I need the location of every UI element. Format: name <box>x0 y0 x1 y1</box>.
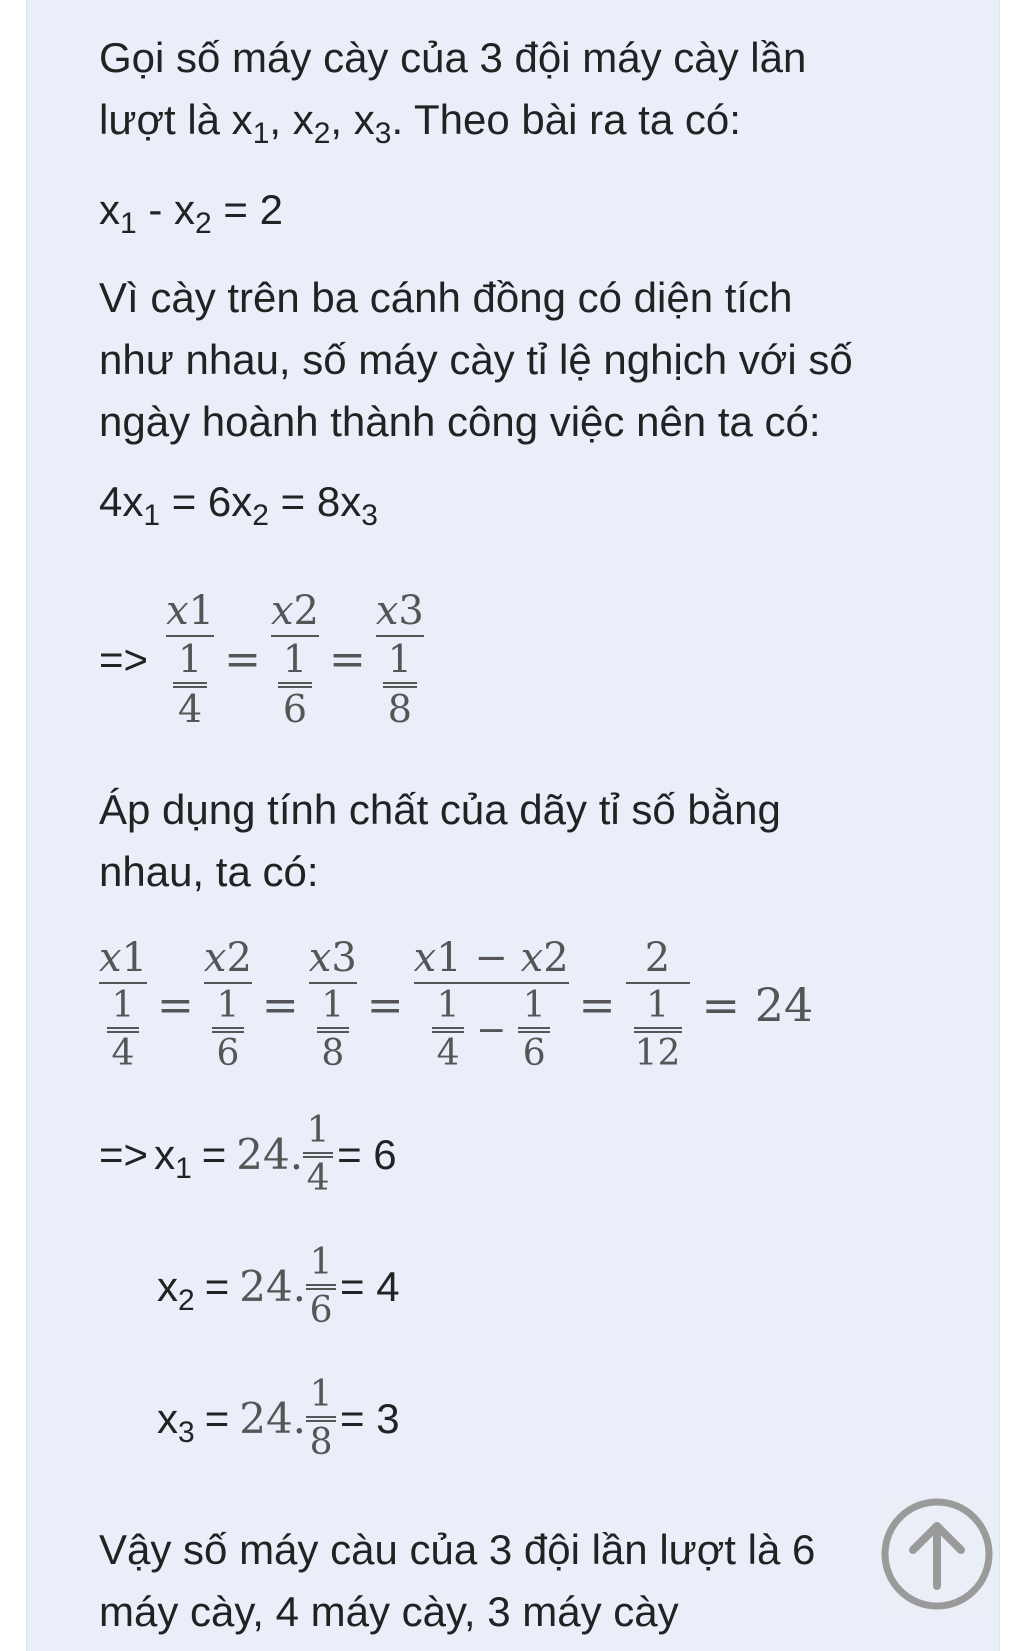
equation-proportion: $4x_1 = 6x_2 = 8x_3$ <box>99 478 378 532</box>
chain-fraction-x3: $\frac{x3}{\frac{1}{8}}$ <box>308 935 357 1074</box>
conclusion-line-1: Vậy số máy càu của 3 đội lần lượt là 6 <box>99 1526 816 1573</box>
scroll-to-top-button[interactable] <box>877 1494 997 1614</box>
chain-fraction-value: $\frac{2}{\frac{1}{12}}$ <box>626 937 690 1073</box>
intro-line-1: Gọi số máy cày của 3 đội máy cày lần <box>99 34 807 81</box>
solution-x3: $x_3$ = 24. $\frac{1}{8}$ = 3 <box>157 1374 400 1463</box>
fraction-x1: $\frac{x1}{\frac{1}{4}}$ <box>166 588 215 731</box>
implies-arrow: => <box>99 636 149 683</box>
para2-line-1: Vì cày trên ba cánh đồng có diện tích <box>99 274 793 321</box>
para2-line-3: ngày hoành thành công việc nên ta có: <box>99 398 821 445</box>
chain-fraction-x2: $\frac{x2}{\frac{1}{6}}$ <box>203 935 252 1074</box>
equation-difference: $x_1 - x_2 = 2$ <box>99 186 283 240</box>
chain-fraction-difference: x1 − x2 $\frac{1}{4}$ − $\frac{1}{6}$ <box>413 935 569 1074</box>
intro-line-2: lượt là $x_1$, $x_2$, $x_3$. Theo bài ra ta có: <box>99 96 741 150</box>
solution-x2: $x_2$ = 24. $\frac{1}{6}$ = 4 <box>157 1242 400 1331</box>
arrow-up-circle-icon <box>877 1494 997 1614</box>
para2-line-2: như nhau, số máy cày tỉ lệ nghịch với số <box>99 336 853 383</box>
para3-line-2: nhau, ta có: <box>99 848 319 895</box>
para3-line-1: Áp dụng tính chất của dãy tỉ số bằng <box>99 786 781 833</box>
chain-result: = 24 <box>701 978 814 1032</box>
ratio-chain-line: $\frac{x1}{\frac{1}{4}}$ = $\frac{x2}{\frac{1}{6}}$ = $\frac{x3}{\frac{1}{8}}$ = x1 − x2 $\frac{1}{4}$ − $\frac{1}{6}$ = $\frac{2}{\frac{1}{12}}$ = 24 <box>99 935 814 1074</box>
conclusion-line-2: máy cày, 4 máy cày, 3 máy cày <box>99 1588 679 1635</box>
fraction-x3: $\frac{x3}{\frac{1}{8}}$ <box>375 588 424 731</box>
solution-x1: => $x_1$ = 24. $\frac{1}{4}$ = 6 <box>99 1110 397 1199</box>
fraction-equality-line: => $\frac{x1}{\frac{1}{4}}$ = $\frac{x2}{\frac{1}{6}}$ = $\frac{x3}{\frac{1}{8}}$ <box>99 588 424 731</box>
fraction-x2: $\frac{x2}{\frac{1}{6}}$ <box>270 588 319 731</box>
answer-card <box>26 0 1000 1651</box>
chain-fraction-x1: $\frac{x1}{\frac{1}{4}}$ <box>99 935 148 1074</box>
